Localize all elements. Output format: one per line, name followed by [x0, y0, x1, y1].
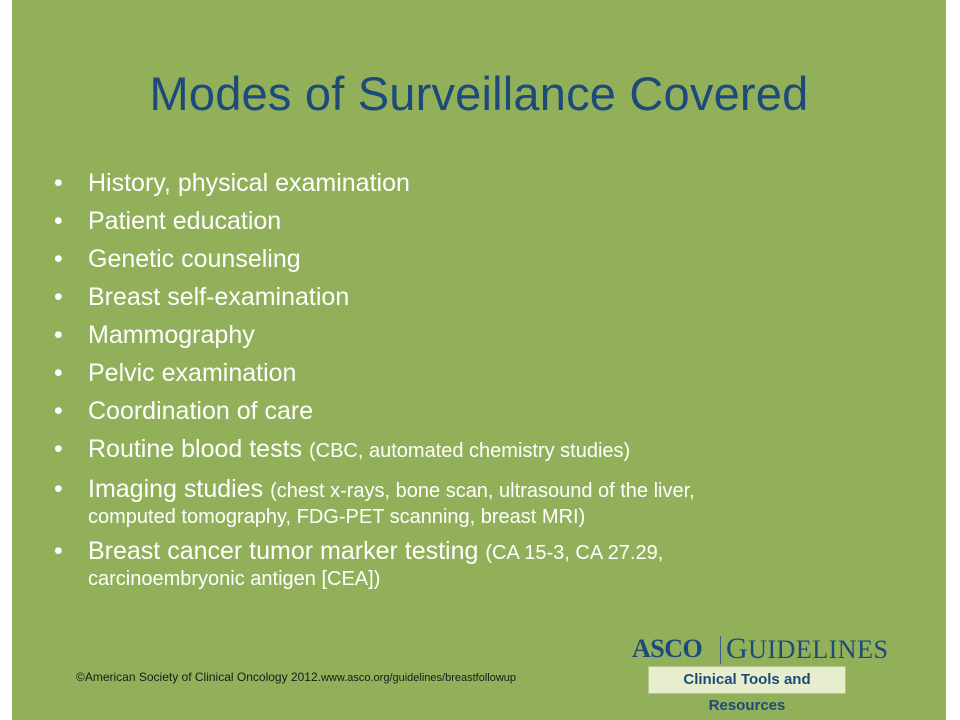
- copyright-text: ©American Society of Clinical Oncology 2012.: [76, 670, 321, 684]
- right-margin: [946, 0, 960, 720]
- bullet-dot: •: [54, 321, 63, 349]
- bullet-text: Breast cancer tumor marker testing: [88, 537, 479, 565]
- bullet-dot: •: [54, 359, 63, 387]
- bullet-detail: (CBC, automated chemistry studies): [308, 440, 631, 462]
- bullet-detail-continued: computed tomography, FDG-PET scanning, breast MRI): [88, 506, 586, 528]
- bullet-text: Pelvic examination: [88, 359, 297, 387]
- bullet-dot: •: [54, 537, 63, 565]
- bullet-item: [54, 206, 924, 236]
- bullet-text: Routine blood tests: [88, 435, 303, 463]
- bullet-dot: •: [54, 169, 63, 197]
- bullet-dot: •: [54, 475, 63, 503]
- bullet-text: Mammography: [88, 321, 255, 349]
- guideline-url[interactable]: www.asco.org/guidelines/breastfollowup: [320, 672, 517, 684]
- bullet-item: [54, 282, 924, 312]
- logo-guidelines-text: GUIDELINES: [726, 632, 889, 665]
- logo-tagline-box: Clinical Tools and Resources: [648, 666, 846, 694]
- bullet-text: Genetic counseling: [88, 245, 301, 273]
- slide-title: Modes of Surveillance Covered: [149, 67, 809, 120]
- bullet-dot: •: [54, 283, 63, 311]
- bullet-item: [54, 244, 924, 274]
- footer-citation: [76, 670, 516, 685]
- bullet-text: History, physical examination: [88, 169, 410, 197]
- logo-wordmark: [632, 632, 889, 665]
- bullet-dot: •: [54, 435, 63, 463]
- bullet-text: Breast self-examination: [88, 283, 350, 311]
- bullet-dot: •: [54, 207, 63, 235]
- bullet-item: [54, 358, 924, 388]
- slide: [12, 0, 946, 720]
- bullet-dot: •: [54, 397, 63, 425]
- bullet-detail: (CA 15-3, CA 27.29,: [485, 542, 664, 564]
- bullet-item: [54, 474, 924, 528]
- bullet-item: [54, 434, 924, 466]
- bullet-item: [54, 320, 924, 350]
- bullet-dot: •: [54, 245, 63, 273]
- bullet-list: [54, 168, 924, 598]
- bullet-text: Patient education: [88, 207, 282, 235]
- bullet-detail-continued: carcinoembryonic antigen [CEA]): [88, 568, 381, 590]
- bullet-detail: (chest x-rays, bone scan, ultrasound of the liver,: [270, 480, 695, 502]
- left-margin: [0, 0, 12, 720]
- logo-asco-text: ASCO: [632, 634, 703, 663]
- bullet-item: [54, 536, 924, 590]
- bullet-text: Imaging studies: [88, 475, 264, 503]
- logo-divider: [720, 636, 721, 664]
- bullet-text: Coordination of care: [88, 397, 314, 425]
- bullet-item: [54, 396, 924, 426]
- asco-guidelines-logo: [618, 628, 889, 714]
- bullet-item: [54, 168, 924, 198]
